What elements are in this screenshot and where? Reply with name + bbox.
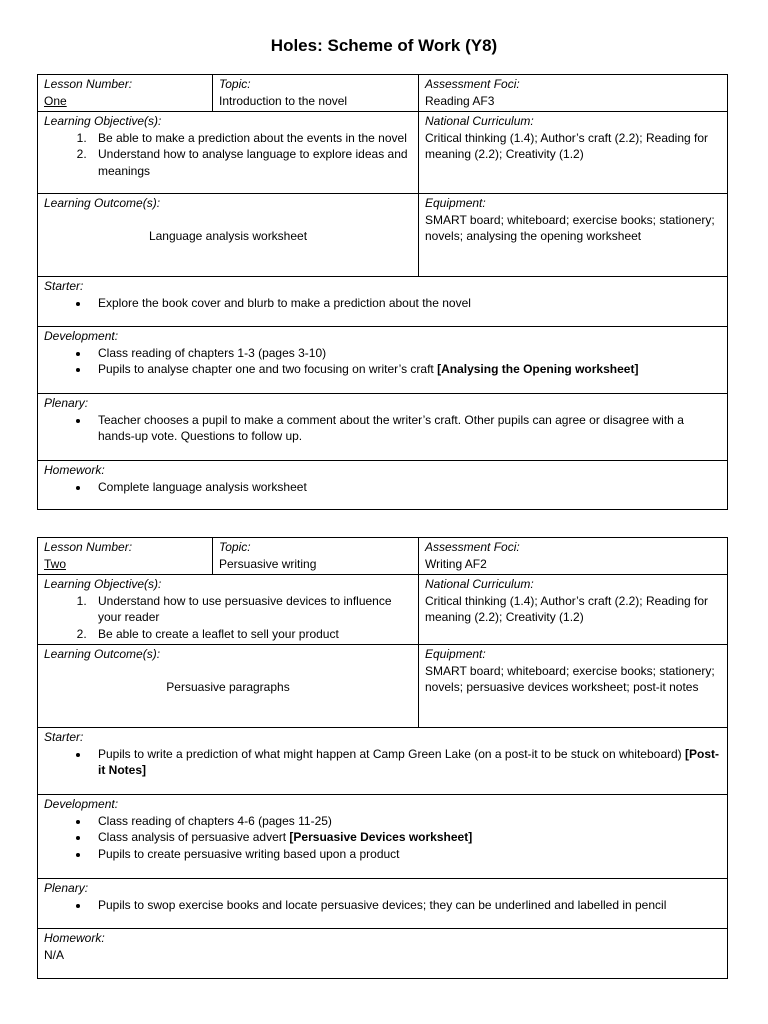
list-item-text: Complete language analysis worksheet <box>98 479 307 494</box>
starter-list <box>44 746 721 779</box>
outcome-cell <box>38 645 419 728</box>
list-item-text: Teacher chooses a pupil to make a comment about the writer’s craft. Other pupils can agree or disagree with a hands-up vote. Questions to follow up. <box>98 412 684 443</box>
development-cell <box>38 795 728 879</box>
starter-cell <box>38 728 728 795</box>
curriculum-cell <box>419 112 728 194</box>
list-item-text: Explore the book cover and blurb to make a prediction about the novel <box>98 295 471 310</box>
resource-reference: [Analysing the Opening worksheet] <box>437 362 639 376</box>
assessment-cell <box>419 75 728 112</box>
curriculum-value: Critical thinking (1.4); Author’s craft (2.2); Reading for meaning (2.2); Creativity (1.2) <box>425 593 709 624</box>
equipment-value: SMART board; whiteboard; exercise books; stationery; novels; analysing the opening worksheet <box>425 212 715 243</box>
list-item-text: Pupils to analyse chapter one and two focusing on writer’s craft <box>98 362 438 376</box>
lesson-one-table <box>37 74 728 510</box>
lesson-two-table <box>37 537 728 979</box>
list-item-text: Class analysis of persuasive advert <box>98 830 290 844</box>
assessment-value: Reading AF3 <box>425 93 495 108</box>
curriculum-value: Critical thinking (1.4); Author’s craft (2.2); Reading for meaning (2.2); Creativity (1.2) <box>425 130 709 161</box>
outcome-value: Persuasive paragraphs <box>166 679 290 694</box>
outcome-cell <box>38 194 419 277</box>
starter-label: Starter: <box>44 279 84 293</box>
plenary-label: Plenary: <box>44 881 89 895</box>
list-item <box>90 746 721 779</box>
list-item <box>90 345 721 362</box>
list-item <box>90 412 721 445</box>
assessment-cell <box>419 538 728 575</box>
objective-item: 1. Understand how to use persuasive devices to influence your reader <box>90 593 412 626</box>
plenary-cell <box>38 879 728 929</box>
resource-reference: [Persuasive Devices worksheet] <box>289 830 473 844</box>
lesson-number-value: One <box>44 93 67 108</box>
objective-item: 2. Be able to create a leaflet to sell your product <box>90 626 412 643</box>
homework-cell <box>38 461 728 510</box>
topic-value: Persuasive writing <box>219 556 317 571</box>
plenary-label: Plenary: <box>44 396 89 410</box>
lesson-number-value: Two <box>44 556 67 571</box>
lesson-number-label: Lesson Number: <box>44 540 133 554</box>
list-item-text: Pupils to write a prediction of what might happen at Camp Green Lake (on a post-it to be stuck on whiteboard) <box>98 746 685 761</box>
homework-cell <box>38 929 728 979</box>
list-item-text: Class reading of chapters 1-3 (pages 3-10) <box>98 345 327 360</box>
objectives-list <box>44 593 412 643</box>
homework-label: Homework: <box>44 463 105 477</box>
assessment-label: Assessment Foci: <box>425 77 520 91</box>
list-item-text: Pupils to create persuasive writing based upon a product <box>98 846 400 861</box>
objectives-cell <box>38 575 419 645</box>
topic-label: Topic: <box>219 77 251 91</box>
development-label: Development: <box>44 329 119 343</box>
homework-value: N/A <box>44 947 65 962</box>
starter-label: Starter: <box>44 730 84 744</box>
lesson-number-cell <box>38 75 213 112</box>
lesson-number-cell <box>38 538 213 575</box>
topic-cell <box>213 75 419 112</box>
outcome-value: Language analysis worksheet <box>148 228 308 243</box>
list-item <box>90 479 721 496</box>
assessment-value: Writing AF2 <box>425 556 487 571</box>
starter-cell <box>38 277 728 327</box>
list-item <box>90 897 721 914</box>
list-item <box>90 361 721 378</box>
objectives-label: Learning Objective(s): <box>44 577 162 591</box>
outcome-label: Learning Outcome(s): <box>44 196 161 210</box>
development-label: Development: <box>44 797 119 811</box>
plenary-cell <box>38 394 728 461</box>
list-item-text: Pupils to swop exercise books and locate persuasive devices; they can be underlined and labelled in pencil <box>98 897 667 912</box>
development-list <box>44 813 721 863</box>
objective-item: 2. Understand how to analyse language to explore ideas and meanings <box>90 146 412 179</box>
list-item <box>90 813 721 830</box>
equipment-cell <box>419 645 728 728</box>
list-item-text: Class reading of chapters 4-6 (pages 11-25) <box>98 813 332 828</box>
outcome-label: Learning Outcome(s): <box>44 647 161 661</box>
curriculum-cell <box>419 575 728 645</box>
equipment-cell <box>419 194 728 277</box>
development-cell <box>38 327 728 394</box>
resource-reference: [Post-it Notes] <box>98 746 719 777</box>
homework-list <box>44 479 721 496</box>
objectives-cell <box>38 112 419 194</box>
development-list <box>44 345 721 378</box>
list-item <box>90 295 721 312</box>
plenary-list <box>44 897 721 914</box>
objectives-label: Learning Objective(s): <box>44 114 162 128</box>
equipment-label: Equipment: <box>425 196 486 210</box>
list-item <box>90 829 721 846</box>
equipment-label: Equipment: <box>425 647 486 661</box>
equipment-value: SMART board; whiteboard; exercise books; stationery; novels; persuasive devices worksheet; post-it notes <box>425 663 715 694</box>
topic-value: Introduction to the novel <box>219 93 348 108</box>
assessment-label: Assessment Foci: <box>425 540 520 554</box>
objective-item: 1. Be able to make a prediction about the events in the novel <box>90 130 412 147</box>
homework-label: Homework: <box>44 931 105 945</box>
lesson-number-label: Lesson Number: <box>44 77 133 91</box>
topic-label: Topic: <box>219 540 251 554</box>
objectives-list <box>44 130 412 180</box>
topic-cell <box>213 538 419 575</box>
curriculum-label: National Curriculum: <box>425 114 534 128</box>
page-title: Holes: Scheme of Work (Y8) <box>270 36 498 55</box>
starter-list <box>44 295 721 312</box>
curriculum-label: National Curriculum: <box>425 577 534 591</box>
list-item <box>90 846 721 863</box>
plenary-list <box>44 412 721 445</box>
